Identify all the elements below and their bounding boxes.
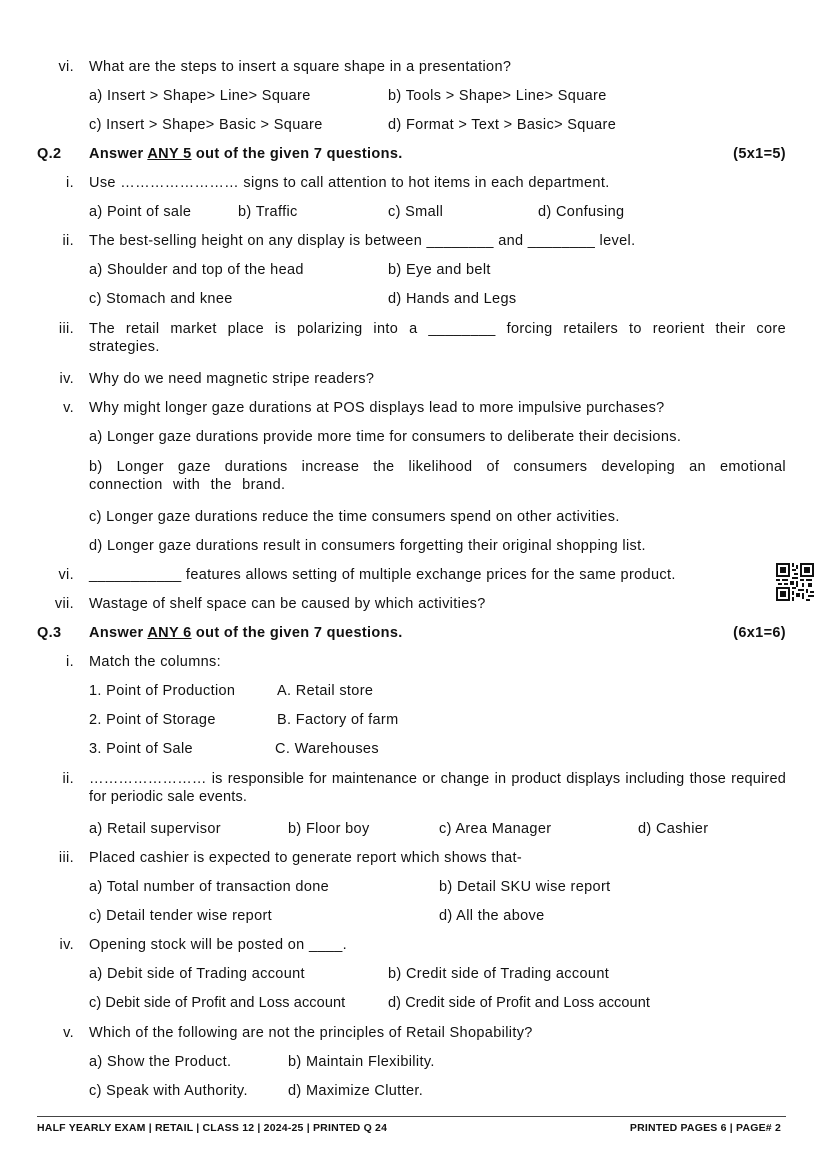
option-c: c) Small — [388, 204, 444, 220]
option-d: d) Maximize Clutter. — [288, 1083, 424, 1099]
section-label: Q.2 — [37, 146, 62, 162]
question-number: iv. — [59, 937, 74, 953]
section-instruction — [89, 624, 403, 642]
question-number: iii. — [58, 850, 74, 866]
instruction-any: ANY 6 — [147, 625, 192, 641]
match-right: A. Retail store — [277, 683, 374, 699]
option-a: a) Retail supervisor — [89, 821, 221, 837]
question-number: iii. — [58, 321, 74, 337]
option-b: b) Traffic — [238, 204, 298, 220]
question-text: ___________ features allows setting of multiple exchange prices for the same product. — [89, 567, 676, 583]
option-b: b) Floor boy — [288, 821, 370, 837]
question-text: The best-selling height on any display is between ________ and ________ level. — [89, 233, 636, 249]
instruction-post: out of the given 7 questions. — [191, 146, 403, 162]
match-right: C. Warehouses — [275, 741, 379, 757]
question-number: v. — [63, 400, 74, 416]
option-a: a) Debit side of Trading account — [89, 966, 305, 982]
question-text: Why might longer gaze durations at POS displays lead to more impulsive purchases? — [89, 400, 665, 416]
option-d: d) All the above — [439, 908, 545, 924]
option-d: d) Format > Text > Basic> Square — [388, 117, 617, 133]
option-c: c) Insert > Shape> Basic > Square — [89, 117, 323, 133]
option-c: c) Debit side of Profit and Loss account — [89, 995, 346, 1011]
option-c: c) Area Manager — [439, 821, 552, 837]
option-a: a) Longer gaze durations provide more time for consumers to deliberate their decisions. — [89, 429, 682, 445]
option-c: c) Detail tender wise report — [89, 908, 273, 924]
match-left: 3. Point of Sale — [89, 741, 193, 757]
option-a: a) Shoulder and top of the head — [89, 262, 304, 278]
section-label: Q.3 — [37, 625, 62, 641]
question-text: Placed cashier is expected to generate report which shows that- — [89, 850, 523, 866]
instruction-post: out of the given 7 questions. — [191, 625, 403, 641]
option-d: d) Longer gaze durations result in consumers forgetting their original shopping list. — [89, 538, 646, 554]
question-number: ii. — [62, 233, 74, 249]
footer-right: PRINTED PAGES 6 | PAGE# 2 — [629, 1122, 781, 1134]
option-a: a) Insert > Shape> Line> Square — [89, 88, 311, 104]
question-number: v. — [63, 1025, 74, 1041]
question-number: vi. — [58, 59, 74, 75]
option-a: a) Show the Product. — [89, 1054, 232, 1070]
match-left: 2. Point of Storage — [89, 712, 216, 728]
question-number: i. — [66, 175, 74, 191]
option-b: b) Eye and belt — [388, 262, 491, 278]
match-left: 1. Point of Production — [89, 683, 236, 699]
option-d: d) Confusing — [538, 204, 625, 220]
question-number: iv. — [59, 371, 74, 387]
instruction-pre: Answer — [89, 146, 148, 162]
instruction-any: ANY 5 — [147, 146, 192, 162]
option-c: c) Stomach and knee — [89, 291, 233, 307]
question-text: Wastage of shelf space can be caused by which activities? — [89, 596, 486, 612]
question-text: …………………… is responsible for maintenance or change in product displays including those required for periodic sale events. — [89, 771, 786, 805]
option-d: d) Cashier — [638, 821, 709, 837]
question-text: Use …………………… signs to call attention to hot items in each department. — [89, 175, 610, 191]
footer-divider — [37, 1116, 786, 1117]
footer-left: HALF YEARLY EXAM | RETAIL | CLASS 12 | 2024-25 | PRINTED Q 24 — [37, 1122, 388, 1134]
question-text: Which of the following are not the principles of Retail Shopability? — [89, 1025, 533, 1041]
option-a: a) Total number of transaction done — [89, 879, 330, 895]
option-d: d) Credit side of Profit and Loss account — [388, 995, 651, 1011]
question-number: vii. — [54, 596, 74, 612]
section-marks: (6x1=6) — [733, 625, 786, 641]
question-number: ii. — [62, 771, 74, 787]
question-text: Opening stock will be posted on ____. — [89, 937, 347, 953]
section-instruction — [89, 145, 403, 163]
option-c: c) Longer gaze durations reduce the time consumers spend on other activities. — [89, 509, 620, 525]
option-b: b) Longer gaze durations increase the likelihood of consumers developing an emotional connection with the brand. — [89, 459, 786, 493]
option-a: a) Point of sale — [89, 204, 192, 220]
match-right: B. Factory of farm — [277, 712, 399, 728]
question-number: i. — [66, 654, 74, 670]
question-text: What are the steps to insert a square shape in a presentation? — [89, 59, 512, 75]
option-d: d) Hands and Legs — [388, 291, 517, 307]
question-number: vi. — [58, 567, 74, 583]
option-c: c) Speak with Authority. — [89, 1083, 248, 1099]
question-text: Match the columns: — [89, 654, 222, 670]
qr-code-icon — [776, 563, 814, 601]
question-text: The retail market place is polarizing into a ________ forcing retailers to reorient their core strategies. — [89, 321, 786, 355]
question-text: Why do we need magnetic stripe readers? — [89, 371, 375, 387]
instruction-pre: Answer — [89, 625, 148, 641]
option-b: b) Credit side of Trading account — [388, 966, 610, 982]
section-marks: (5x1=5) — [733, 146, 786, 162]
option-b: b) Detail SKU wise report — [439, 879, 611, 895]
option-b: b) Maintain Flexibility. — [288, 1054, 435, 1070]
option-b: b) Tools > Shape> Line> Square — [388, 88, 607, 104]
